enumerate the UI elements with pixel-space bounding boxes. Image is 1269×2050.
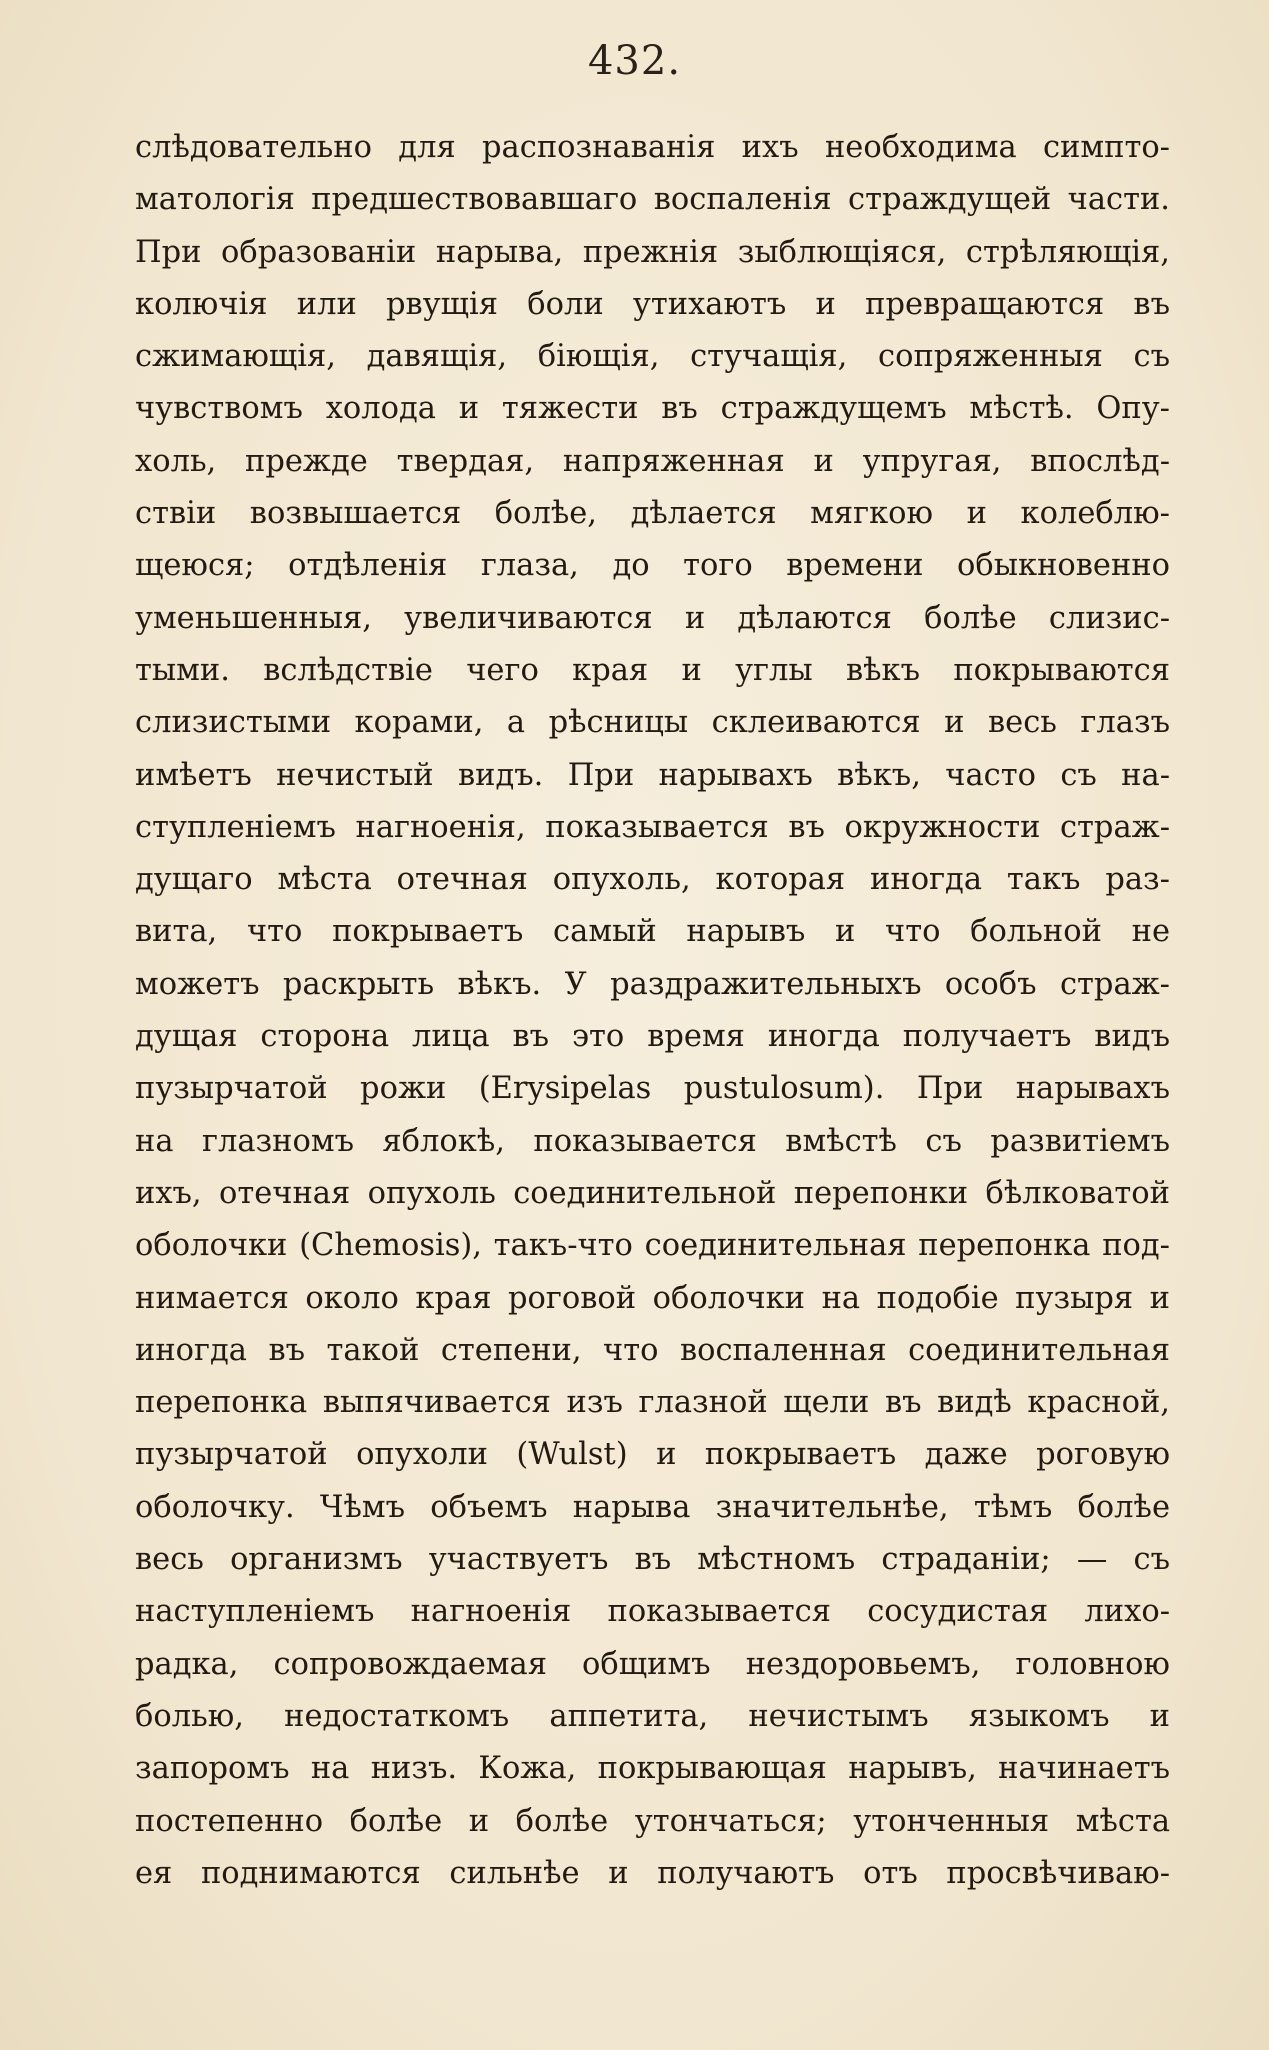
text-line: можетъ раскрыть вѣкъ. У раздражительныхъ особъ страж-: [135, 966, 1170, 1002]
text-line: пузырчатой опухоли (Wulst) и покрываетъ даже роговую: [135, 1437, 1170, 1473]
text-line: весь организмъ участвуетъ въ мѣстномъ страданіи; — съ: [135, 1542, 1170, 1578]
text-line: сжимающія, давящія, біющія, стучащія, сопряженныя съ: [135, 339, 1170, 375]
text-line: нимается около края роговой оболочки на подобіе пузыря и: [135, 1280, 1170, 1316]
text-line: холь, прежде твердая, напряженная и упругая, впослѣд-: [135, 443, 1170, 479]
text-line: радка, сопровождаемая общимъ нездоровьемъ, головною: [135, 1646, 1170, 1682]
text-line: постепенно болѣе и болѣе утончаться; утонченныя мѣста: [135, 1803, 1170, 1839]
text-line: ствіи возвышается болѣе, дѣлается мягкою и колеблю-: [135, 496, 1170, 532]
text-line: ступленіемъ нагноенія, показывается въ окружности страж-: [135, 809, 1170, 845]
text-line: тыми. вслѣдствіе чего края и углы вѣкъ покрываются: [135, 652, 1170, 688]
text-line: перепонка выпячивается изъ глазной щели въ видѣ красной,: [135, 1385, 1170, 1421]
text-line: наступленіемъ нагноенія показывается сосудистая лихо-: [135, 1594, 1170, 1630]
text-line: оболочки (Chemosis), такъ-что соединительная перепонка под-: [135, 1228, 1170, 1264]
text-line: пузырчатой рожи (Erysipelas pustulosum). При нарывахъ: [135, 1071, 1170, 1107]
text-line: щеюся; отдѣленія глаза, до того времени обыкновенно: [135, 548, 1170, 584]
text-line: дущая сторона лица въ это время иногда получаетъ видъ: [135, 1019, 1170, 1055]
text-line: вита, что покрываетъ самый нарывъ и что больной не: [135, 914, 1170, 950]
text-line: имѣетъ нечистый видъ. При нарывахъ вѣкъ, часто съ на-: [135, 757, 1170, 793]
text-line: ихъ, отечная опухоль соединительной перепонки бѣлковатой: [135, 1175, 1170, 1211]
text-line: чувствомъ холода и тяжести въ страждущемъ мѣстѣ. Опу-: [135, 391, 1170, 427]
text-line: колючія или рвущія боли утихаютъ и превращаются въ: [135, 286, 1170, 322]
text-line: на глазномъ яблокѣ, показывается вмѣстѣ съ развитіемъ: [135, 1123, 1170, 1159]
text-line: При образованіи нарыва, прежнія зыблющіяся, стрѣляющія,: [135, 234, 1170, 270]
text-line: матологія предшествовавшаго воспаленія страждущей части.: [135, 182, 1170, 218]
text-line: уменьшенныя, увеличиваются и дѣлаются болѣе слизис-: [135, 600, 1170, 636]
text-line: дущаго мѣста отечная опухоль, которая иногда такъ раз-: [135, 862, 1170, 898]
body-text: [135, 122, 1170, 1900]
text-line: слизистыми корами, а рѣсницы склеиваются и весь глазъ: [135, 705, 1170, 741]
text-line: запоромъ на низъ. Кожа, покрывающая нарывъ, начинаетъ: [135, 1751, 1170, 1787]
text-line: ея поднимаются сильнѣе и получаютъ отъ просвѣчиваю-: [135, 1855, 1170, 1891]
page-number: 432.: [587, 38, 682, 84]
text-line: иногда въ такой степени, что воспаленная соединительная: [135, 1332, 1170, 1368]
text-line: болью, недостаткомъ аппетита, нечистымъ языкомъ и: [135, 1698, 1170, 1734]
text-line: оболочку. Чѣмъ объемъ нарыва значительнѣе, тѣмъ болѣе: [135, 1489, 1170, 1525]
text-line: слѣдовательно для распознаванія ихъ необходима симпто-: [135, 130, 1170, 165]
